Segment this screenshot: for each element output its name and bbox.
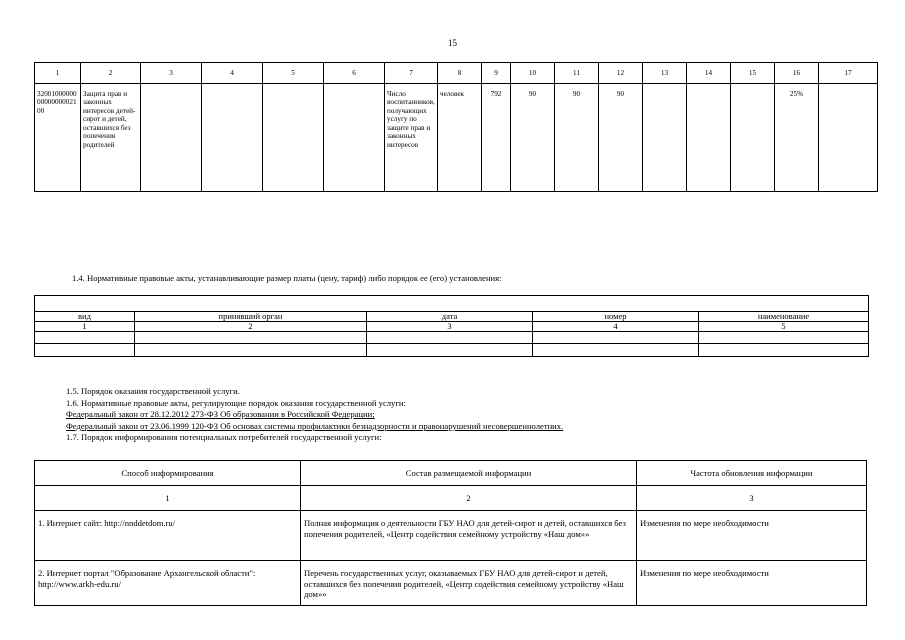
header-cell: 6 <box>324 63 385 84</box>
number-cell: 4 <box>533 322 699 332</box>
table-cell <box>699 332 869 344</box>
header-cell: 2 <box>81 63 141 84</box>
content-cell: Полная информация о деятельности ГБУ НАО для детей-сирот и детей, оставшихся без попечения родителей, «Центр содействия семейному устройству «Наш дом»» <box>301 511 637 561</box>
procedure-text <box>66 386 563 444</box>
header-cell: номер <box>533 312 699 322</box>
law-reference: Федеральный закон от 23.06.1999 120-ФЗ Об основах системы профилактики безнадзорности и правонарушений несовершеннолетних. <box>66 420 564 431</box>
table-row <box>35 511 867 561</box>
header-cell: принявший орган <box>135 312 367 322</box>
value-cell: 90 <box>511 84 555 192</box>
table-header-row <box>35 461 867 486</box>
table-header-row <box>35 312 869 322</box>
registry-number-cell: 320010000000000000002100 <box>35 84 81 192</box>
content-cell: Перечень государственных услуг, оказываемых ГБУ НАО для детей-сирот и детей, оставшихся без попечения родителей, «Центр содействия семейному устройству «Наш дом»» <box>301 561 637 606</box>
section-line: 1.7. Порядок информирования потенциальных потребителей государственной услуги: <box>66 432 382 443</box>
header-cell: 10 <box>511 63 555 84</box>
indicators-table <box>34 62 878 192</box>
method-cell: 2. Интернет портал "Образование Архангельской области": http://www.arkh-edu.ru/ <box>35 561 301 606</box>
header-cell: 11 <box>555 63 599 84</box>
table-number-row <box>35 322 869 332</box>
header-cell: наименование <box>699 312 869 322</box>
section-line: 1.5. Порядок оказания государственной услуги. <box>66 386 240 396</box>
legal-acts-table <box>34 295 869 357</box>
table-row <box>35 561 867 606</box>
header-cell: 14 <box>687 63 731 84</box>
table-cell <box>819 84 878 192</box>
table-cell <box>135 344 367 357</box>
header-cell: 8 <box>438 63 482 84</box>
value-cell: 90 <box>599 84 643 192</box>
table-title-row <box>35 296 869 312</box>
table-cell <box>263 84 324 192</box>
table-cell <box>533 332 699 344</box>
table-cell <box>533 344 699 357</box>
header-cell: 17 <box>819 63 878 84</box>
table-header-row <box>35 63 878 84</box>
header-cell: 12 <box>599 63 643 84</box>
table-cell <box>141 84 202 192</box>
informing-table <box>34 460 867 606</box>
header-cell: 15 <box>731 63 775 84</box>
table-row <box>35 84 878 192</box>
table-cell <box>731 84 775 192</box>
service-content-cell: Защита прав и законных интересов детей-сирот и детей, оставшихся без попечения родителей <box>81 84 141 192</box>
table-cell <box>367 332 533 344</box>
header-cell: 13 <box>643 63 687 84</box>
number-cell: 3 <box>367 322 533 332</box>
header-cell: 16 <box>775 63 819 84</box>
table-cell <box>367 344 533 357</box>
table-cell <box>699 344 869 357</box>
table-number-row <box>35 486 867 511</box>
header-cell: 9 <box>482 63 511 84</box>
unit-cell: человек <box>438 84 482 192</box>
number-cell: 1 <box>35 486 301 511</box>
code-cell: 792 <box>482 84 511 192</box>
table-cell <box>35 344 135 357</box>
header-cell: 1 <box>35 63 81 84</box>
table-row <box>35 332 869 344</box>
section-heading: 1.4. Нормативные правовые акты, устанавливающие размер платы (цену, тариф) либо порядок ее (его) установления: <box>72 273 502 283</box>
frequency-cell: Изменения по мере необходимости <box>637 561 867 606</box>
indicator-name-cell: Число воспитанников, получающих услугу по защите прав и законных интересов <box>385 84 438 192</box>
header-cell: 7 <box>385 63 438 84</box>
header-cell: 3 <box>141 63 202 84</box>
number-cell: 5 <box>699 322 869 332</box>
table-cell <box>324 84 385 192</box>
header-cell: 5 <box>263 63 324 84</box>
header-cell: Частота обновления информации <box>637 461 867 486</box>
section-line: 1.6. Нормативные правовые акты, регулирующие порядок оказания государственной услуги: <box>66 397 406 408</box>
number-cell: 2 <box>135 322 367 332</box>
table-cell <box>687 84 731 192</box>
table-cell <box>35 296 869 312</box>
deviation-cell: 25% <box>775 84 819 192</box>
law-reference: Федеральный закон от 28.12.2012 273-ФЗ Об образовании в Российской Федерации; <box>66 409 375 420</box>
frequency-cell: Изменения по мере необходимости <box>637 511 867 561</box>
header-cell: вид <box>35 312 135 322</box>
table-row <box>35 344 869 357</box>
table-cell <box>643 84 687 192</box>
value-cell: 90 <box>555 84 599 192</box>
table-cell <box>202 84 263 192</box>
method-cell: 1. Интернет сайт: http://nnddetdom.ru/ <box>35 511 301 561</box>
table-cell <box>135 332 367 344</box>
header-cell: 4 <box>202 63 263 84</box>
number-cell: 3 <box>637 486 867 511</box>
page-number: 15 <box>448 38 457 48</box>
header-cell: Состав размещаемой информации <box>301 461 637 486</box>
number-cell: 2 <box>301 486 637 511</box>
number-cell: 1 <box>35 322 135 332</box>
header-cell: Способ информирования <box>35 461 301 486</box>
header-cell: дата <box>367 312 533 322</box>
table-cell <box>35 332 135 344</box>
